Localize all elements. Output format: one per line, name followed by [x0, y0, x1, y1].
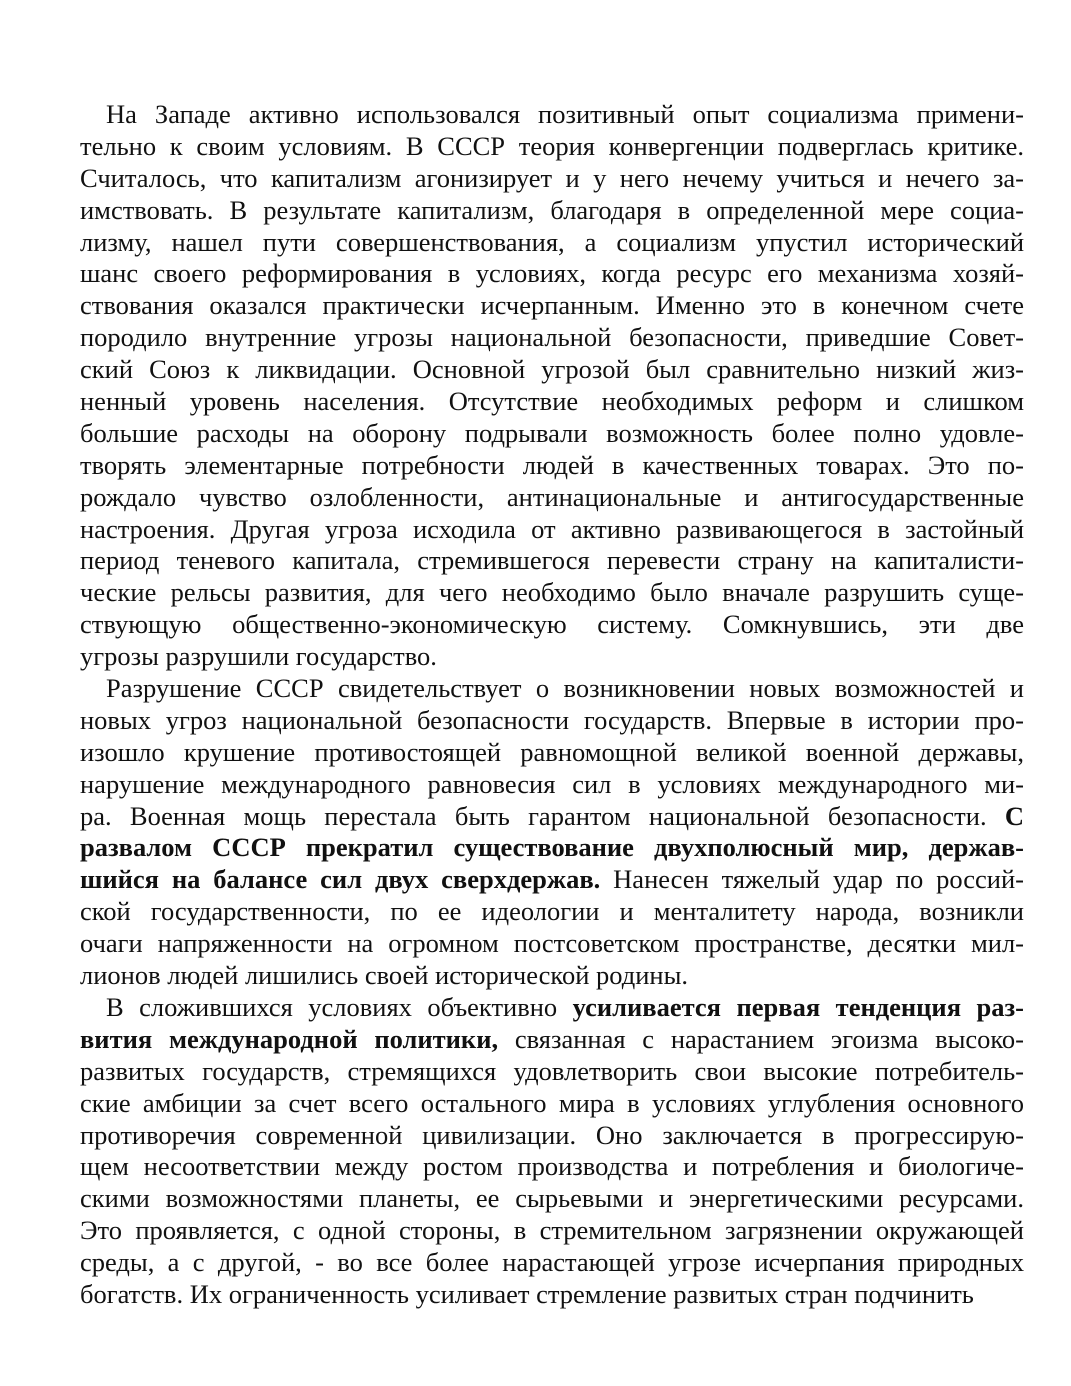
text-line — [80, 386, 1024, 418]
text-segment: творять элементарные потребности людей в качественных товарах. Это по- — [80, 449, 1024, 480]
text-segment: породило внутренние угрозы национальной безопасности, приведшие Совет- — [80, 322, 1024, 353]
text-segment: В сложившихся условиях объективно — [106, 991, 573, 1022]
text-line — [80, 290, 1024, 322]
text-segment: ческие рельсы развития, для чего необходимо было вначале разрушить суще- — [80, 577, 1024, 608]
text-line — [80, 1183, 1024, 1215]
text-line — [80, 354, 1024, 386]
text-line — [80, 577, 1024, 609]
text-segment: Разрушение СССР свидетельствует о возникновении новых возможностей и — [106, 673, 1024, 704]
text-line — [80, 450, 1024, 482]
text-line — [80, 322, 1024, 354]
text-line — [80, 928, 1024, 960]
text-line — [80, 1088, 1024, 1120]
text-line — [80, 801, 1024, 833]
text-segment: богатств. Их ограниченность усиливает стремление развитых стран подчинить — [80, 1278, 974, 1309]
text-segment: большие расходы на оборону подрывали возможность более полно удовле- — [80, 417, 1024, 448]
text-segment: противоречия современной цивилизации. Оно заключается в прогрессирую- — [80, 1119, 1024, 1150]
text-line — [80, 896, 1024, 928]
text-segment: ский Союз к ликвидации. Основной угрозой был сравнительно низкий жиз- — [80, 354, 1024, 385]
text-segment: ские амбиции за счет всего остального мира в условиях углубления основного — [80, 1087, 1024, 1118]
text-line — [80, 418, 1024, 450]
text-line — [80, 258, 1024, 290]
text-line — [80, 864, 1024, 896]
document-page — [80, 99, 1024, 1311]
text-segment: щем несоответствии между ростом производства и потребления и биологиче- — [80, 1151, 1024, 1182]
text-segment: скими возможностями планеты, ее сырьевыми и энергетическими ресурсами. — [80, 1183, 1024, 1214]
text-segment: тельно к своим условиям. В СССР теория конвергенции подверглась критике. — [80, 130, 1024, 161]
bold-text: усиливается первая тенденция раз- — [572, 991, 1024, 1022]
text-segment: очаги напряженности на огромном постсоветском пространстве, десятки мил- — [80, 928, 1024, 959]
text-line — [80, 482, 1024, 514]
text-segment: Это проявляется, с одной стороны, в стремительном загрязнении окружающей — [80, 1215, 1024, 1246]
text-line — [80, 1151, 1024, 1183]
paragraph — [80, 673, 1024, 992]
paragraph — [80, 99, 1024, 673]
bold-text: шийся на балансе сил двух сверхдержав. — [80, 864, 601, 895]
text-line — [80, 705, 1024, 737]
text-segment: шанс своего реформирования в условиях, когда ресурс его механизма хозяй- — [80, 258, 1024, 289]
text-line — [80, 832, 1024, 864]
text-segment: ствующую общественно-экономическую систему. Сомкнувшись, эти две — [80, 609, 1024, 640]
text-segment: связанная с нарастанием эгоизма высоко- — [498, 1023, 1025, 1054]
text-segment: нарушение международного равновесия сил в условиях международного ми- — [80, 768, 1024, 799]
text-segment: На Западе активно использовался позитивный опыт социализма примени- — [106, 99, 1024, 129]
text-line — [80, 1215, 1024, 1247]
text-segment: изошло крушение противостоящей равномощной великой военной державы, — [80, 736, 1024, 767]
bold-text: вития международной политики, — [80, 1023, 499, 1054]
text-segment: ненный уровень населения. Отсутствие необходимых реформ и слишком — [80, 386, 1024, 417]
text-line — [80, 769, 1024, 801]
text-line — [80, 1120, 1024, 1152]
text-segment: рождало чувство озлобленности, антинациональные и антигосударственные — [80, 481, 1024, 512]
bold-text: С — [1004, 800, 1024, 831]
text-segment: Считалось, что капитализм агонизирует и у него нечему учиться и нечего за- — [80, 162, 1024, 193]
text-segment: развитых государств, стремящихся удовлетворить свои высокие потребитель- — [80, 1055, 1024, 1086]
text-line — [80, 641, 1024, 673]
text-line — [80, 737, 1024, 769]
text-segment: настроения. Другая угроза исходила от активно развивающегося в застойный — [80, 513, 1024, 544]
text-line — [80, 545, 1024, 577]
text-segment: новых угроз национальной безопасности государств. Впервые в истории про- — [80, 704, 1024, 735]
text-segment: имствовать. В результате капитализм, благодаря в определенной мере социа- — [80, 194, 1024, 225]
text-segment: ской государственности, по ее идеологии и менталитету народа, возникли — [80, 896, 1024, 927]
text-segment: ствования оказался практически исчерпанным. Именно это в конечном счете — [80, 290, 1024, 321]
text-segment: Нанесен тяжелый удар по россий- — [600, 864, 1024, 895]
text-segment: среды, а с другой, - во все более нарастающей угрозе исчерпания природных — [80, 1247, 1024, 1278]
text-segment: угрозы разрушили государство. — [80, 641, 437, 672]
text-line — [80, 99, 1024, 131]
text-segment: ра. Военная мощь перестала быть гарантом национальной безопасности. — [80, 800, 1005, 831]
text-line — [80, 992, 1024, 1024]
text-line — [80, 131, 1024, 163]
text-line — [80, 514, 1024, 546]
text-segment: лионов людей лишились своей исторической родины. — [80, 960, 689, 991]
paragraph — [80, 992, 1024, 1311]
text-line — [80, 163, 1024, 195]
text-line — [80, 1247, 1024, 1279]
text-segment: период теневого капитала, стремившегося перевести страну на капиталисти- — [80, 545, 1024, 576]
text-line — [80, 227, 1024, 259]
bold-text: развалом СССР прекратил существование двухполюсный мир, держав- — [80, 832, 1024, 863]
text-line — [80, 609, 1024, 641]
text-line — [80, 195, 1024, 227]
text-line — [80, 1279, 1024, 1311]
text-segment: лизму, нашел пути совершенствования, а социализм упустил исторический — [80, 226, 1024, 257]
text-line — [80, 960, 1024, 992]
text-line — [80, 673, 1024, 705]
text-line — [80, 1056, 1024, 1088]
text-line — [80, 1024, 1024, 1056]
